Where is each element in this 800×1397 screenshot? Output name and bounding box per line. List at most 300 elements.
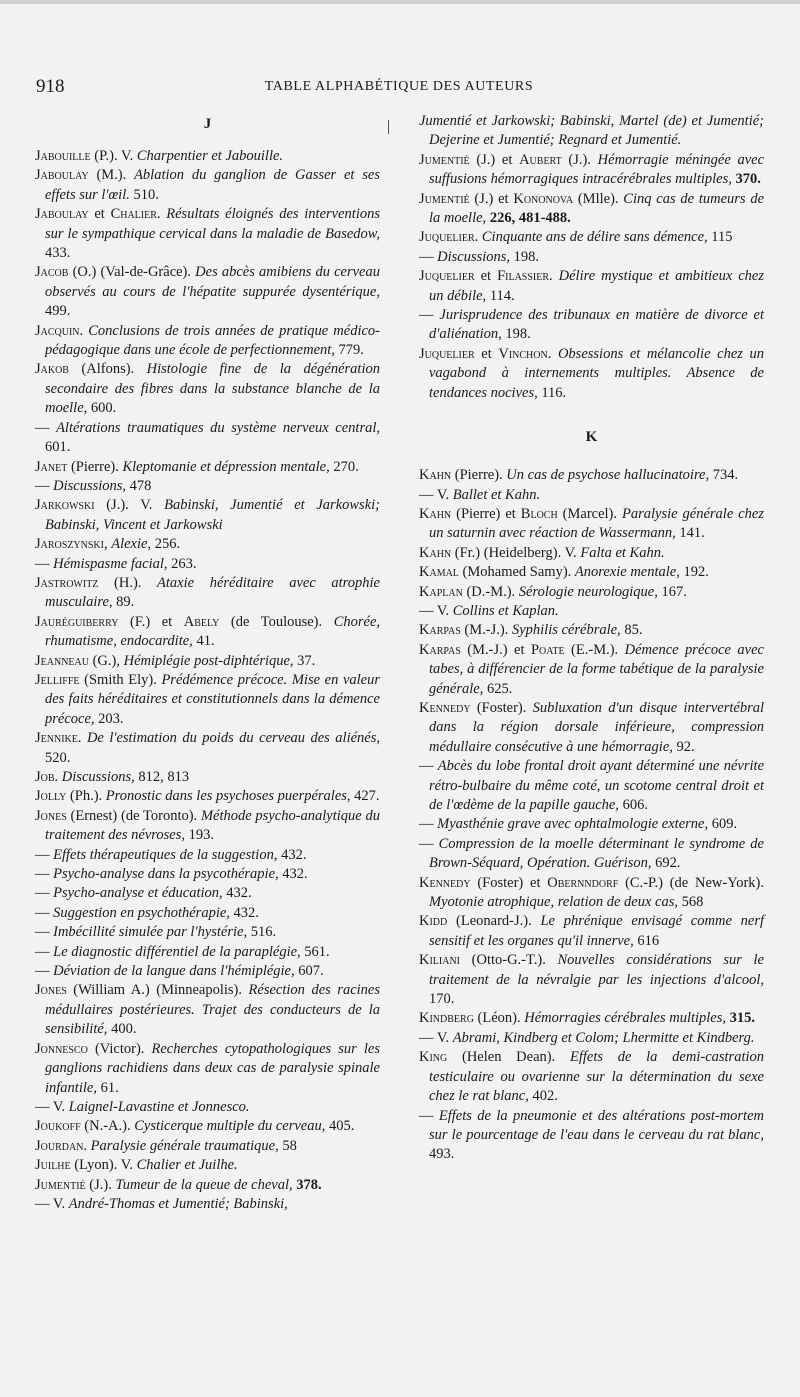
entry-text: 812, 813: [134, 769, 190, 785]
entry-author: Jeanneau: [35, 652, 89, 669]
entry-title: Anorexie mentale,: [574, 564, 680, 581]
entry-author: Job: [35, 769, 55, 785]
entry-title: De l'estimation du poids du cerveau des aliénés,: [86, 730, 380, 747]
entry-text: 192.: [679, 564, 709, 581]
entry-text: 203.: [94, 710, 124, 727]
index-entry: [35, 943, 380, 962]
entry-text: .: [83, 1137, 91, 1154]
index-entry: [35, 166, 380, 205]
entry-text: — V.: [419, 486, 453, 503]
entry-page-ref: 378.: [292, 1176, 322, 1193]
entry-text: —: [35, 846, 54, 863]
entry-text: 170.: [429, 991, 455, 1008]
entry-text: (Pierre) et: [451, 505, 521, 522]
entry-author: Juilhe: [35, 1157, 71, 1174]
entry-text: — V.: [419, 602, 453, 619]
entry-text: 114.: [486, 287, 515, 304]
entry-text: 734.: [709, 467, 739, 484]
entry-title: Tumeur de la queue de cheval,: [115, 1176, 293, 1193]
entry-title: Imbécillité simulée par l'hystérie,: [53, 924, 248, 941]
index-entry: [419, 248, 764, 267]
entry-title: Kleptomanie et dépression mentale,: [122, 458, 330, 475]
entry-title: Falta et Kahn.: [580, 544, 665, 561]
index-entry: [35, 574, 380, 613]
index-entry: [35, 904, 380, 923]
index-entry: [35, 613, 380, 652]
index-entry: [419, 951, 764, 1009]
entry-title: André-Thomas et Jumentié; Babinski,: [68, 1195, 288, 1212]
entry-text: (J.).: [85, 1176, 116, 1193]
entry-title: Suggestion en psychothérapie,: [53, 904, 230, 921]
entry-text: (C.-P.) (de New-York).: [618, 874, 765, 891]
entry-title: Effets de la pneumonie et des altérations post-mortem sur le pourcentage de l'eau dans le cerveau du rat blanc,: [429, 1107, 764, 1143]
entry-author: Jones: [35, 807, 67, 824]
index-entry: [419, 912, 764, 951]
entry-text: (Foster).: [470, 699, 533, 716]
entry-title: Laignel-Lavastine et Jonnesco.: [68, 1098, 250, 1115]
entry-title: Myotonie atrophique, relation de deux cas,: [429, 894, 678, 911]
index-entry: [35, 1117, 380, 1136]
index-entry: [35, 458, 380, 477]
index-entry: [35, 1176, 380, 1195]
entry-text: (Ernest) (de Toronto).: [66, 807, 201, 824]
entry-text: (Alfons).: [68, 361, 147, 378]
entry-text: —: [35, 943, 54, 960]
entry-text: (Pierre).: [67, 458, 123, 475]
index-entry: [419, 486, 764, 505]
entry-author: Filassier: [497, 268, 550, 285]
entry-title: Obsessions et mélancolie chez un vagabond à internements multiples. Absence de tendances nocives,: [429, 345, 765, 401]
entry-title: Jumentié et Jarkowski; Babinski, Martel (de) et Jumentié; Dejerine et Jumentié; Regnard et Jumentié.: [419, 113, 764, 149]
entry-text: (Smith Ely).: [79, 671, 162, 688]
entry-author: Juquelier: [419, 229, 475, 246]
index-entry: [35, 322, 380, 361]
entry-text: 167.: [657, 583, 687, 600]
entry-text: et: [474, 345, 499, 362]
entry-title: Hémorragies cérébrales multiples,: [524, 1010, 727, 1027]
entry-text: 141.: [675, 525, 705, 542]
index-entry: [419, 621, 764, 640]
entry-title: Discussions,: [61, 769, 135, 785]
index-entry: [35, 496, 380, 535]
index-entry: [419, 874, 764, 913]
entry-title: Paralysie générale chez un saturnin avec réaction de Wassermann,: [429, 505, 764, 542]
entry-text: 85.: [620, 622, 643, 639]
entry-text: 402.: [528, 1088, 558, 1105]
entry-author: Jumentié: [35, 1176, 86, 1193]
entry-text: 478: [126, 477, 152, 494]
entry-text: (J.) et: [469, 190, 514, 207]
entry-text: 58: [278, 1137, 297, 1154]
entry-text: ,: [103, 536, 112, 553]
entry-text: (M.-J.) et: [460, 641, 531, 658]
entry-text: .: [474, 229, 482, 246]
entry-title: Alexie,: [111, 536, 152, 553]
entry-text: .: [77, 730, 87, 747]
index-entry: [35, 1137, 380, 1156]
entry-page-ref: 370.: [731, 171, 761, 188]
entry-text: (D.-M.).: [462, 583, 519, 600]
entry-title: Cinquante ans de délire sans démence,: [481, 229, 708, 246]
entry-author: Jonnesco: [35, 1040, 88, 1057]
running-title: TABLE ALPHABÉTIQUE DES AUTEURS: [264, 79, 534, 94]
entry-author: Jaroszynski: [35, 536, 104, 553]
entry-text: —: [419, 816, 438, 833]
index-entry: [35, 846, 380, 865]
entry-author: Jones: [35, 982, 67, 999]
entry-text: 405.: [325, 1118, 355, 1135]
entry-title: Myasthénie grave avec ophtalmologie externe,: [437, 816, 709, 833]
entry-text: 92.: [672, 738, 695, 755]
entry-author: Kennedy: [419, 874, 471, 891]
entry-page-ref: 315.: [726, 1010, 756, 1027]
entry-author: Kahn: [419, 505, 452, 522]
entry-text: —: [35, 866, 54, 883]
entry-author: Jastrowitz: [35, 574, 99, 591]
entry-title: Discussions,: [437, 248, 511, 265]
entry-text: 561.: [300, 943, 330, 960]
entry-text: 193.: [185, 827, 215, 844]
entry-title: Le phrénique envisagé comme nerf sensitif et les organes qu'il innerve,: [429, 913, 765, 949]
entry-author: Kononova: [513, 190, 574, 207]
entry-text: 493.: [429, 1146, 455, 1163]
page-header: [36, 76, 762, 100]
section-letter-k: K: [585, 429, 598, 446]
entry-title: Subluxation d'un disque intervertébral dans la région dorsale inférieure, compression médullaire consécutive à une hémorragie,: [429, 699, 764, 755]
entry-text: (de Toulouse).: [219, 613, 334, 630]
entry-text: —: [419, 307, 440, 324]
entry-text: — V.: [35, 1098, 69, 1115]
entry-author: Jabouille: [35, 148, 91, 164]
entry-text: (O.) (Val-de-Grâce).: [68, 264, 196, 281]
entry-author: Chalier: [110, 206, 157, 223]
entry-text: (Foster) et: [470, 874, 548, 891]
entry-author: Kahn: [419, 467, 452, 484]
entry-title: Chorée, rhumatisme, endocardite,: [45, 613, 380, 650]
entry-title: Ataxie héréditaire avec atrophie musculaire,: [45, 574, 380, 611]
scan-edge: [0, 0, 800, 4]
entry-text: —: [35, 419, 57, 436]
entry-text: et: [474, 268, 498, 285]
entry-author: Jourdan: [35, 1137, 84, 1154]
column-divider: [388, 120, 389, 134]
entry-author: Jaboulay: [35, 167, 89, 184]
entry-text: 609.: [708, 816, 738, 833]
entry-text: 116.: [537, 384, 567, 401]
index-entry: [35, 555, 380, 574]
entry-text: 625.: [483, 680, 513, 697]
entry-author: Janet: [35, 458, 68, 475]
entry-author: Jumentié: [419, 190, 470, 207]
index-entry: [35, 535, 380, 554]
entry-text: —: [35, 477, 54, 494]
index-entry: [419, 190, 764, 229]
entry-text: 427.: [350, 788, 380, 805]
entry-text: (G.),: [88, 652, 124, 669]
entry-text: (Mohamed Samy).: [458, 564, 575, 581]
entry-text: —: [35, 924, 54, 941]
entry-title: Des abcès amibiens du cerveau observés au cours de l'hépatite suppurée dysentérique,: [45, 264, 380, 300]
index-entry: [35, 263, 380, 321]
entry-text: 37.: [293, 652, 316, 669]
entry-text: (Helen Dean).: [447, 1049, 570, 1066]
entry-text: — V.: [35, 1195, 69, 1212]
entry-title: Méthode psycho-analytique du traitement des névroses,: [45, 807, 380, 844]
index-entry: [419, 306, 764, 345]
entry-text: (Victor).: [87, 1040, 152, 1057]
entry-author: Juquelier: [419, 345, 475, 362]
entry-title: Ablation du ganglion de Gasser et ses effets sur l'œil.: [45, 167, 380, 203]
entry-author: Jauréguiberry: [35, 613, 119, 630]
entry-text: 607.: [294, 963, 324, 980]
entry-title: Charpentier et Jabouille.: [136, 148, 284, 164]
entry-title: Démence précoce avec tabes, à différencier de la forme tabétique de la paralysie générale,: [429, 641, 764, 697]
entry-author: Vinchon: [498, 345, 548, 362]
entry-text: 41.: [192, 633, 215, 650]
entry-text: — V.: [419, 1029, 453, 1046]
entry-text: 568: [678, 894, 704, 911]
entry-author: Kidd: [419, 913, 448, 930]
index-entry: [419, 641, 764, 699]
entry-title: Ballet et Kahn.: [452, 486, 541, 503]
entry-text: 432.: [278, 866, 308, 883]
index-entry: [419, 699, 764, 757]
entry-author: Kennedy: [419, 699, 471, 716]
entry-list-j-continued: [419, 112, 764, 403]
entry-text: 263.: [167, 555, 197, 572]
entry-author: Jacob: [35, 264, 69, 281]
entry-text: (H.).: [98, 574, 158, 591]
entry-page-ref: 226, 481-488.: [486, 210, 571, 227]
entry-title: Le diagnostic différentiel de la paraplégie,: [53, 943, 301, 960]
entry-author: Bloch: [520, 505, 558, 522]
entry-title: Effets de la demi-castration testiculaire ou ovarienne sur la détermination du sexe chez le rat blanc,: [429, 1049, 764, 1105]
entry-text: (Mlle).: [573, 190, 624, 207]
entry-title: Hémiplégie post-diphtérique,: [123, 652, 294, 669]
entry-text: 600.: [87, 400, 117, 417]
entry-text: (Léon).: [473, 1010, 525, 1027]
entry-author: Aubert: [519, 151, 562, 168]
entry-text: 520.: [45, 749, 71, 766]
entry-title: Paralysie générale traumatique,: [90, 1137, 279, 1154]
entry-text: (Pierre).: [451, 467, 507, 484]
entry-title: Altérations traumatiques du système nerveux central,: [56, 419, 380, 436]
index-entry: [35, 729, 380, 768]
right-column: [419, 112, 764, 1165]
entry-text: 89.: [112, 594, 135, 611]
entry-text: 115: [707, 229, 733, 246]
section-letter-j: J: [203, 116, 212, 132]
entry-text: —: [419, 758, 438, 775]
entry-text: 499.: [45, 303, 71, 320]
entry-text: .: [54, 769, 62, 785]
entry-author: Jelliffe: [35, 671, 80, 688]
entry-list-j: [35, 147, 380, 1214]
entry-author: Poate: [530, 641, 565, 658]
entry-text: .: [547, 345, 558, 362]
index-entry: [419, 835, 764, 874]
entry-title: Délire mystique et ambitieux chez un débile,: [429, 268, 764, 304]
index-entry: [35, 981, 380, 1039]
index-entry: [35, 787, 380, 806]
index-entry: [419, 151, 764, 190]
entry-author: Kiliani: [419, 952, 461, 969]
entry-author: Jarkowski: [35, 497, 95, 514]
entry-title: Collins et Kaplan.: [452, 602, 559, 619]
entry-title: Discussions,: [53, 477, 127, 494]
entry-text: (J.) et: [469, 151, 520, 168]
entry-author: Juquelier: [419, 268, 475, 285]
index-entry: [35, 923, 380, 942]
entry-author: Abely: [183, 613, 220, 630]
index-entry: [35, 884, 380, 903]
entry-title: Abcès du lobe frontal droit ayant déterminé une névrite rétro-bulbaire du même coté, un scotome central droit et de l'œdème de la papille gauche,: [429, 758, 765, 813]
entry-text: (F.) et: [118, 613, 184, 630]
page-number: 918: [36, 76, 65, 97]
entry-text: (P.). V.: [90, 148, 137, 164]
entry-author: Joukoff: [35, 1118, 81, 1135]
index-entry: [419, 267, 764, 306]
entry-title: Babinski, Jumentié et Jarkowski; Babinski, Vincent et Jarkowski: [45, 497, 380, 533]
entry-title: Déviation de la langue dans l'hémiplégie,: [53, 963, 295, 980]
index-entry: [419, 1048, 764, 1106]
entry-text: —: [35, 555, 54, 572]
entry-text: (N.-A.).: [80, 1118, 135, 1135]
index-entry: [35, 147, 380, 166]
entry-list-k: [419, 466, 764, 1165]
index-entry: [35, 768, 380, 787]
entry-text: 400.: [107, 1021, 137, 1038]
entry-title: Prédémence précoce. Mise en valeur des faits héréditaires et constitutionnels dans la démence précoce,: [45, 671, 380, 727]
entry-author: Jumentié: [419, 151, 470, 168]
index-entry: [419, 112, 764, 151]
index-entry: [419, 757, 764, 815]
entry-text: 779.: [334, 342, 364, 359]
entry-text: 198.: [501, 326, 531, 343]
entry-author: Karpas: [419, 622, 461, 639]
entry-title: Syphilis cérébrale,: [511, 622, 621, 639]
entry-text: —: [35, 963, 54, 980]
index-entry: [419, 563, 764, 582]
entry-text: (J.).: [561, 151, 598, 168]
index-entry: [419, 544, 764, 563]
entry-title: Cinq cas de tumeurs de la moelle,: [429, 190, 765, 227]
entry-text: 432.: [229, 904, 259, 921]
index-entry: [419, 505, 764, 544]
index-entry: [419, 345, 764, 403]
index-entry: [35, 360, 380, 418]
entry-author: Jennike: [35, 730, 78, 747]
entry-title: Nouvelles considérations sur le traitement de la névralgie par les injections d'alcool,: [429, 952, 764, 988]
entry-text: —: [35, 904, 54, 921]
entry-text: 432.: [277, 846, 307, 863]
entry-text: —: [35, 885, 54, 902]
entry-title: Un cas de psychose hallucinatoire,: [506, 467, 710, 484]
index-entry: [35, 1098, 380, 1117]
entry-text: 606.: [618, 797, 648, 813]
entry-author: Jaboulay: [35, 206, 89, 223]
entry-text: —: [419, 1107, 439, 1124]
index-entry: [419, 228, 764, 247]
entry-text: .: [79, 322, 89, 339]
index-entry: [419, 1107, 764, 1165]
entry-author: Obernndorf: [547, 874, 619, 891]
entry-text: (J.). V.: [94, 497, 165, 514]
index-entry: [419, 583, 764, 602]
entry-author: Kamal: [419, 564, 459, 581]
entry-title: Jurisprudence des tribunaux en matière de divorce et d'aliénation,: [429, 307, 765, 343]
entry-author: King: [419, 1049, 448, 1066]
entry-text: —: [419, 248, 438, 265]
index-entry: [35, 477, 380, 496]
entry-text: (Ph.).: [66, 788, 106, 805]
entry-title: Pronostic dans les psychoses puerpérales,: [105, 788, 351, 805]
entry-text: (William A.) (Minneapolis).: [66, 982, 249, 999]
entry-author: Jakob: [35, 361, 69, 378]
entry-text: (E.-M.).: [564, 641, 625, 658]
index-entry: [35, 419, 380, 458]
entry-text: (M.-J.).: [460, 622, 512, 639]
entry-title: Résultats éloignés des interventions sur le sympathique cervical dans la maladie de Basedow,: [45, 206, 380, 242]
entry-title: Histologie fine de la dégénération secondaire des fibres dans la substance blanche de la moelle,: [45, 361, 380, 417]
entry-title: Cysticerque multiple du cerveau,: [134, 1118, 326, 1135]
entry-text: 433.: [45, 245, 71, 262]
entry-title: Hémorragie méningée avec suffusions hémorragiques intracérébrales multiples,: [429, 151, 765, 188]
entry-title: Compression de la moelle déterminant le syndrome de Brown-Séquard, Opération. Guérison,: [429, 835, 764, 872]
entry-text: 270.: [329, 458, 359, 475]
entry-author: Kahn: [419, 544, 452, 561]
entry-text: (Fr.) (Heidelberg). V.: [451, 544, 581, 561]
index-entry: [419, 602, 764, 621]
entry-text: (M.).: [88, 167, 135, 184]
entry-author: Kaplan: [419, 583, 463, 600]
index-entry: [35, 205, 380, 263]
index-entry: [419, 815, 764, 834]
entry-author: Jolly: [35, 788, 67, 805]
index-entry: [419, 1029, 764, 1048]
index-entry: [35, 962, 380, 981]
entry-title: Psycho-analyse dans la psycothérapie,: [53, 866, 279, 883]
entry-text: 516.: [247, 924, 277, 941]
index-entry: [35, 652, 380, 671]
entry-title: Effets thérapeutiques de la suggestion,: [53, 846, 278, 863]
entry-text: .: [549, 268, 559, 285]
entry-title: Psycho-analyse et éducation,: [53, 885, 223, 902]
entry-author: Karpas: [419, 641, 461, 658]
entry-title: Résection des racines médullaires postérieures. Trajet des conducteurs de la sensibilité,: [45, 982, 380, 1038]
entry-text: 61.: [96, 1079, 119, 1096]
index-entry: [35, 865, 380, 884]
entry-title: Abrami, Kindberg et Colom; Lhermitte et Kindberg.: [452, 1029, 755, 1046]
entry-title: Recherches cytopathologiques sur les ganglions rachidiens dans deux cas de paralysie spinale infantile,: [45, 1040, 380, 1096]
entry-author: Kindberg: [419, 1010, 474, 1027]
entry-text: (Marcel).: [557, 505, 622, 522]
entry-title: Sérologie neurologique,: [518, 583, 658, 600]
index-entry: [35, 1156, 380, 1175]
entry-text: 601.: [45, 439, 71, 456]
entry-text: et: [88, 206, 111, 223]
entry-text: (Leonard-J.).: [447, 913, 541, 930]
entry-text: 510.: [129, 186, 159, 203]
index-entry: [35, 1195, 380, 1214]
entry-text: —: [419, 835, 439, 852]
index-entry: [35, 671, 380, 729]
entry-text: 432.: [222, 885, 252, 902]
entry-title: Hémispasme facial,: [53, 555, 168, 572]
index-entry: [419, 1009, 764, 1028]
entry-title: Conclusions de trois années de pratique médico-pédagogique dans une école de perfectionnement,: [45, 322, 380, 359]
entry-text: 692.: [651, 855, 681, 872]
